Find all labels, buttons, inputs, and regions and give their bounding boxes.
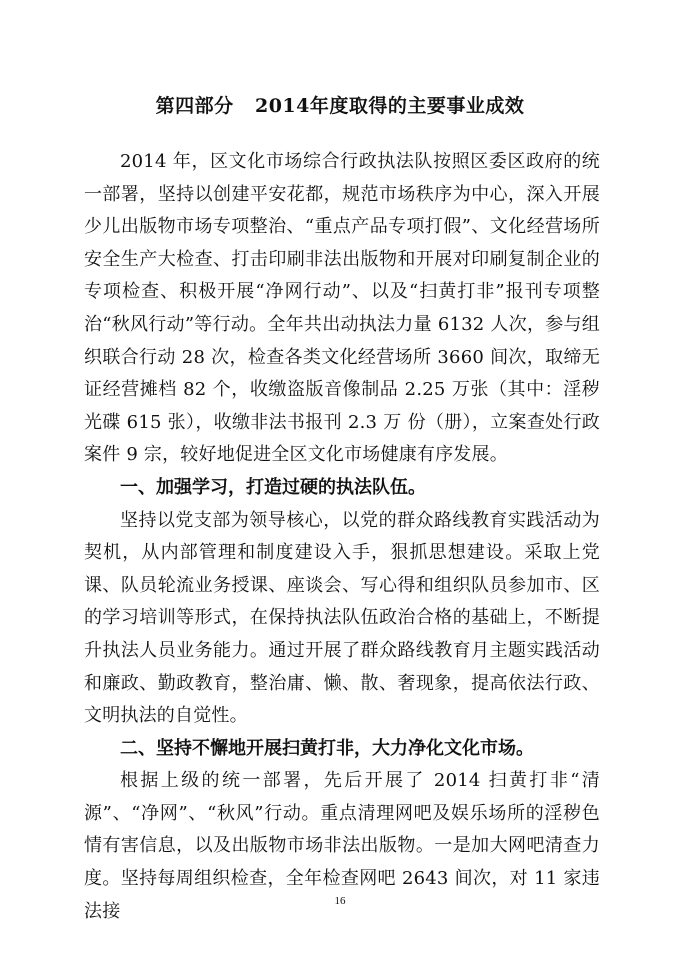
section-heading-2: 二、坚持不懈地开展扫黄打非，大力净化文化市场。 — [120, 737, 534, 759]
paragraph-section-2: 根据上级的统一部署，先后开展了 2014 扫黄打非“清源”、“净网”、“秋风”行动。重点清理网吧及娱乐场所的淫秽色情有害信息，以及出版物市场非法出版物。一是加大网吧清查力度。坚持每周组织检查，全年检查网吧 2643 间次，对 11 家违法接 — [84, 770, 600, 922]
document-body — [84, 146, 600, 928]
paragraph-summary: 2014 年，区文化市场综合行政执法队按照区委区政府的统一部署，坚持以创建平安花都，规范市场秩序为中心，深入开展少儿出版物市场专项整治、“重点产品专项打假”、文化经营场所安全生产大检查、打击印刷非法出版物和开展对印刷复制企业的专项检查、积极开展“净网行动”、以及“扫黄打非”报刊专项整治“秋风行动”等行动。全年共出动执法力量 6132 人次，参与组织联合行动 28 次，检查各类文化经营场所 3660 间次，取缔无证经营摊档 82 个，收缴盗版音像制品 2.25 万张（其中：淫秽光碟 615 张），收缴非法书报刊 2.3 万 份（册），立案查处行政案件 9 宗，较好地促进全区文化市场健康有序发展。 — [84, 151, 600, 466]
page-title: 第四部分 2014年度取得的主要事业成效 — [155, 95, 525, 117]
page-number: 16 — [334, 895, 346, 907]
paragraph-section-1: 坚持以党支部为领导核心，以党的群众路线教育实践活动为契机，从内部管理和制度建设入手，狠抓思想建设。采取上党课、队员轮流业务授课、座谈会、写心得和组织队员参加市、区的学习培训等形式，在保持执法队伍政治合格的基础上，不断提升执法人员业务能力。通过开展了群众路线教育月主题实践活动和廉政、勤政教育，整治庸、懒、散、奢现象，提高依法行政、文明执法的自觉性。 — [84, 509, 600, 727]
section-heading-1: 一、加强学习，打造过硬的执法队伍。 — [120, 476, 426, 498]
